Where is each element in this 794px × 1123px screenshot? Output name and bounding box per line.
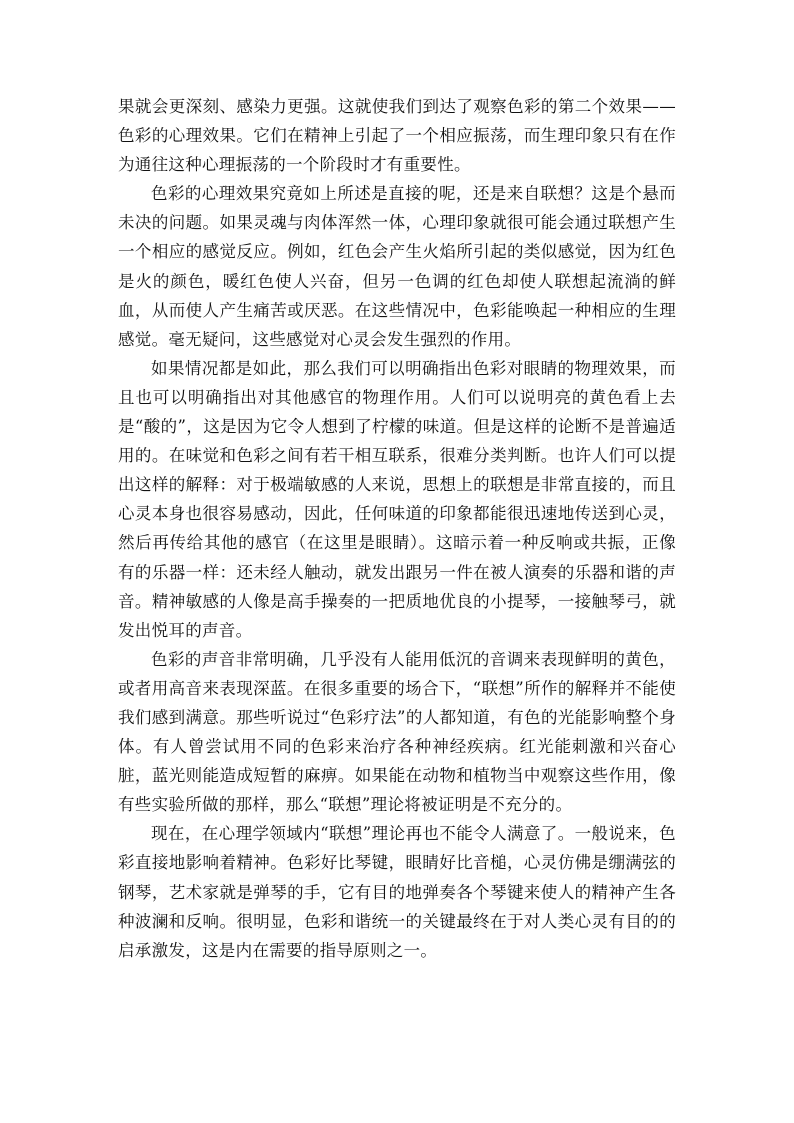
document-page xyxy=(118,92,676,965)
paragraph-4: 色彩的声音非常明确，几乎没有人能用低沉的音调来表现鲜明的黄色，或者用高音来表现深蓝。在很多重要的场合下，“联想”所作的解释并不能使我们感到满意。那些听说过“色彩疗法”的人都知道，有色的光能影响整个身体。有人曾尝试用不同的色彩来治疗各种神经疾病。红光能刺激和兴奋心脏，蓝光则能造成短暂的麻痹。如果能在动物和植物当中观察这些作用，像有些实验所做的那样，那么“联想”理论将被证明是不充分的。 xyxy=(118,649,676,815)
paragraph-5: 现在，在心理学领域内“联想”理论再也不能令人满意了。一般说来，色彩直接地影响着精神。色彩好比琴键，眼睛好比音槌，心灵仿佛是绷满弦的钢琴，艺术家就是弹琴的手，它有目的地弹奏各个琴键来使人的精神产生各种波澜和反响。很明显，色彩和谐统一的关键最终在于对人类心灵有目的的启承激发，这是内在需要的指导原则之一。 xyxy=(118,824,676,960)
paragraph-2: 色彩的心理效果究竟如上所述是直接的呢，还是来自联想？这是个悬而未决的问题。如果灵魂与肉体浑然一体，心理印象就很可能会通过联想产生一个相应的感觉反应。例如，红色会产生火焰所引起的类似感觉，因为红色是火的颜色，暖红色使人兴奋，但另一色调的红色却使人联想起流淌的鲜血，从而使人产生痛苦或厌恶。在这些情况中，色彩能唤起一种相应的生理感觉。毫无疑问，这些感觉对心灵会发生强烈的作用。 xyxy=(118,184,676,349)
paragraph-3: 如果情况都是如此，那么我们可以明确指出色彩对眼睛的物理效果，而且也可以明确指出对其他感官的物理作用。人们可以说明亮的黄色看上去是“酸的”，这是因为它令人想到了柠檬的味道。但是这样的论断不是普遍适用的。在味觉和色彩之间有若干相互联系，很难分类判断。也许人们可以提出这样的解释：对于极端敏感的人来说，思想上的联想是非常直接的，而且心灵本身也很容易感动，因此，任何味道的印象都能很迅速地传送到心灵，然后再传给其他的感官（在这里是眼睛）。这暗示着一种反响或共振，正像有的乐器一样：还未经人触动，就发出跟另一件在被人演奏的乐器和谐的声音。精神敏感的人像是高手操奏的一把质地优良的小提琴，一接触琴弓，就发出悦耳的声音。 xyxy=(118,358,676,640)
paragraph-1: 果就会更深刻、感染力更强。这就使我们到达了观察色彩的第二个效果——色彩的心理效果。它们在精神上引起了一个相应振荡，而生理印象只有在作为通往这种心理振荡的一个阶段时才有重要性。 xyxy=(118,97,676,175)
